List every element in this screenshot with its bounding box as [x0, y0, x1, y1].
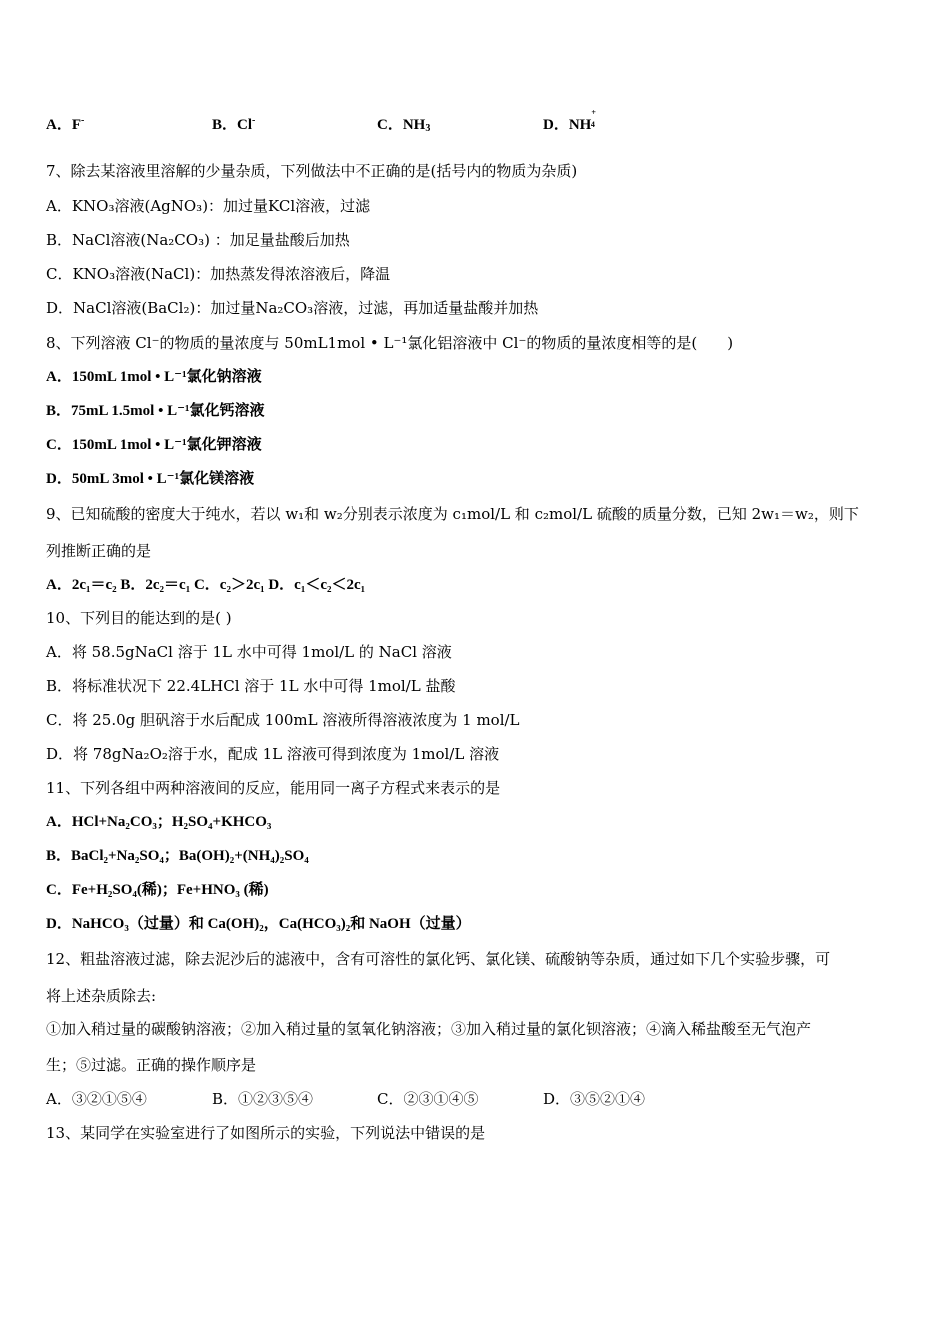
q6-option-d: D．NH+4	[543, 108, 596, 133]
q10-option-c: C．将 25.0g 胆矾溶于水后配成 100mL 溶液所得溶液浓度为 1 mol/L	[46, 711, 520, 729]
q12-option-c: C．②③①④⑤	[377, 1090, 479, 1108]
q7-option-b: B．NaCl溶液(Na₂CO₃) ：加足量盐酸后加热	[46, 231, 350, 249]
q6-options	[0, 108, 950, 135]
q12-stem-line1: 12、粗盐溶液过滤，除去泥沙后的滤液中，含有可溶性的氯化钙、氯化镁、硫酸钠等杂质，通过如下几个实验步骤，可	[46, 950, 831, 968]
q6-option-a: A．F-	[46, 115, 85, 133]
q11-option-a: A．HCl+Na₂CO₃；H₂SO₄+KHCO₃	[46, 814, 272, 830]
q12-options	[0, 1089, 950, 1109]
q7-option-c: C．KNO₃溶液(NaCl)：加热蒸发得浓溶液后，降温	[46, 265, 391, 283]
q11-option-b: B．BaCl₂+Na₂SO₄；Ba(OH)₂+(NH₄)₂SO₄	[46, 848, 309, 864]
q7-stem: 7、除去某溶液里溶解的少量杂质，下列做法中不正确的是(括号内的物质为杂质)	[46, 162, 578, 180]
q10-option-d: D．将 78gNa₂O₂溶于水，配成 1L 溶液可得到浓度为 1mol/L 溶液	[46, 745, 500, 763]
q9-options: A．2c₁＝c₂ B．2c₂＝c₁ C．c₂＞2c₁ D．c₁＜c₂＜2c₁	[46, 577, 366, 593]
q8-option-b: B．75mL 1.5mol • L⁻¹氯化钙溶液	[46, 403, 265, 419]
q11-stem: 11、下列各组中两种溶液间的反应，能用同一离子方程式来表示的是	[46, 779, 501, 797]
q13-stem: 13、某同学在实验室进行了如图所示的实验，下列说法中错误的是	[46, 1124, 486, 1142]
q6-option-b: B．Cl-	[212, 115, 256, 133]
q12-option-b: B．①②③⑤④	[212, 1090, 314, 1108]
q12-steps-line2: 生；⑤过滤。正确的操作顺序是	[46, 1056, 257, 1074]
q9-stem-line2: 列推断正确的是	[46, 542, 152, 560]
q12-steps-line1: ①加入稍过量的碳酸钠溶液；②加入稍过量的氢氧化钠溶液；③加入稍过量的氯化钡溶液；④滴入稀盐酸至无气泡产	[46, 1020, 812, 1038]
q12-stem-line2: 将上述杂质除去:	[46, 987, 157, 1005]
q10-option-b: B．将标准状况下 22.4LHCl 溶于 1L 水中可得 1mol/L 盐酸	[46, 677, 456, 695]
q9-stem-line1: 9、已知硫酸的密度大于纯水，若以 w₁和 w₂分别表示浓度为 c₁mol/L 和 c₂mol/L 硫酸的质量分数，已知 2w₁＝w₂，则下	[46, 505, 859, 523]
q10-stem: 10、下列目的能达到的是( )	[46, 609, 232, 627]
q12-option-a: A．③②①⑤④	[46, 1090, 147, 1108]
q8-option-a: A．150mL 1mol • L⁻¹氯化钠溶液	[46, 369, 262, 385]
q8-option-c: C．150mL 1mol • L⁻¹氯化钾溶液	[46, 437, 262, 453]
q10-option-a: A．将 58.5gNaCl 溶于 1L 水中可得 1mol/L 的 NaCl 溶液	[46, 643, 452, 661]
q6-option-c: C．$NH_3$	[377, 117, 431, 134]
q7-option-a: A．KNO₃溶液(AgNO₃)：加过量KCl溶液，过滤	[46, 197, 371, 215]
q11-option-c: C．Fe+H₂SO₄(稀)；Fe+HNO₃ (稀)	[46, 882, 269, 898]
q7-option-d: D．NaCl溶液(BaCl₂)：加过量Na₂CO₃溶液，过滤，再加适量盐酸并加热	[46, 299, 539, 317]
q11-option-d: D．NaHCO₃（过量）和 Ca(OH)₂，Ca(HCO₃)₂和 NaOH（过量）	[46, 916, 471, 932]
q12-option-d: D．③⑤②①④	[543, 1090, 646, 1108]
q8-option-d: D．50mL 3mol • L⁻¹氯化镁溶液	[46, 471, 255, 487]
q8-stem: 8、下列溶液 Cl⁻的物质的量浓度与 50mL1mol • L⁻¹氯化铝溶液中 Cl⁻的物质的量浓度相等的是( )	[46, 334, 734, 352]
